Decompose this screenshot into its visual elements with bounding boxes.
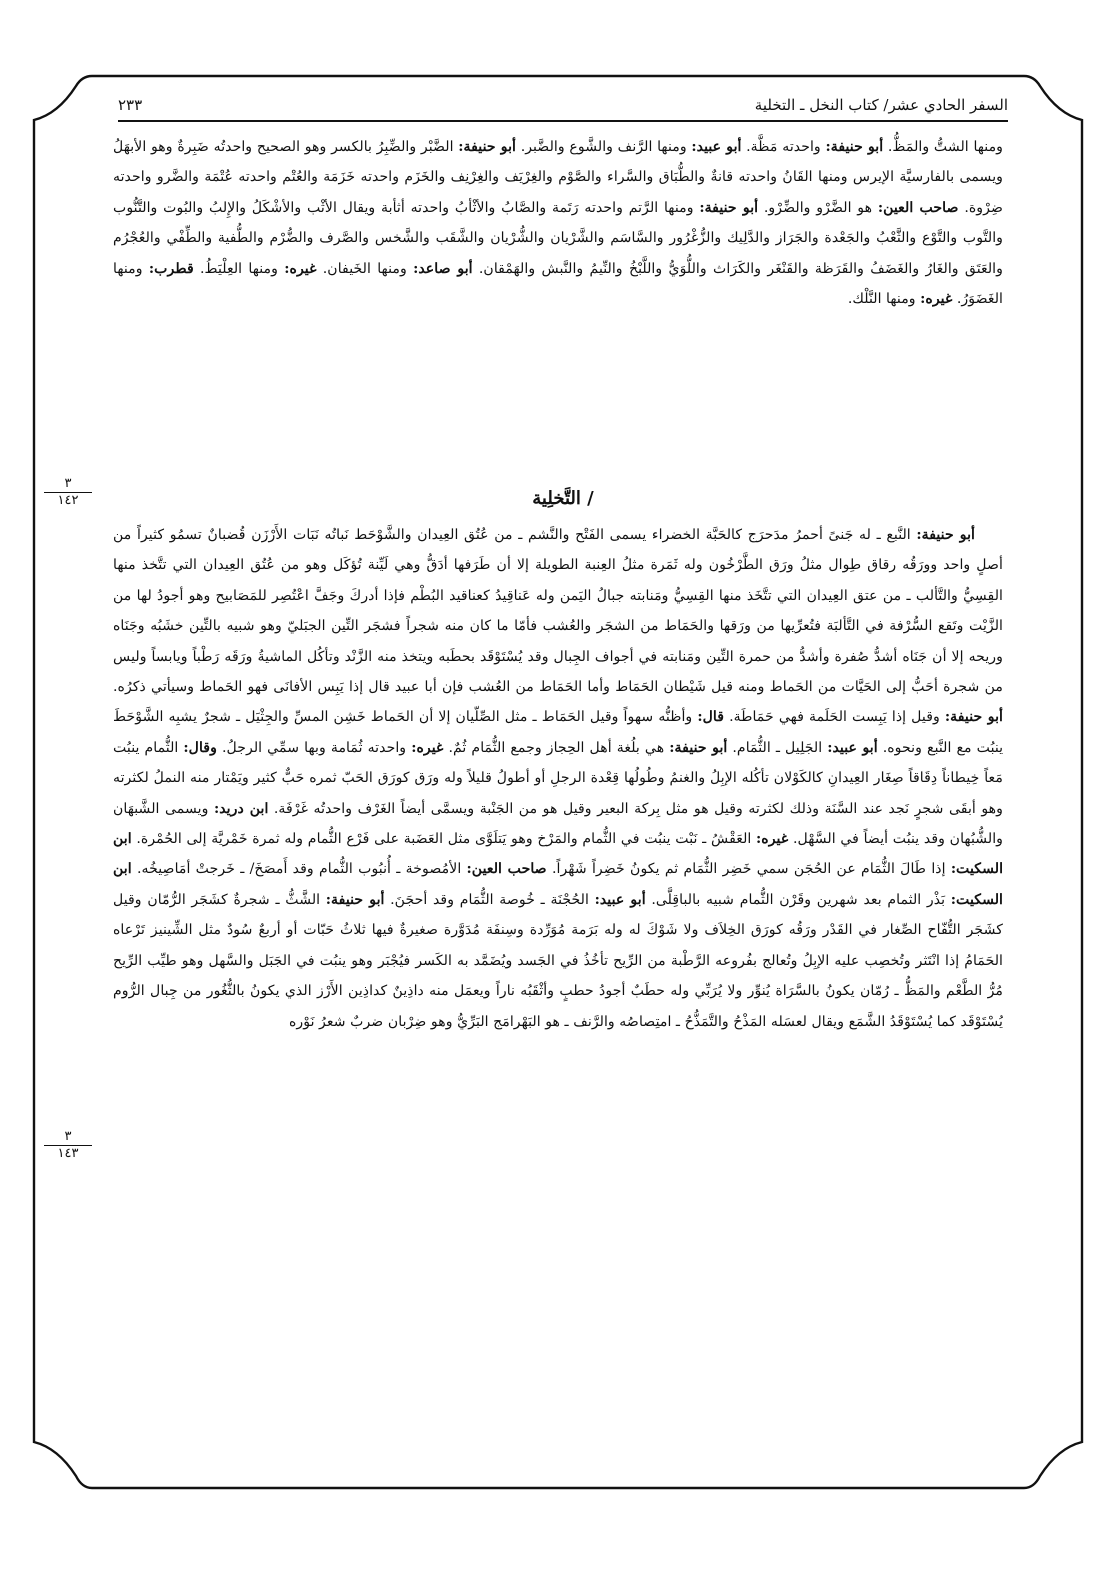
source-label: ابن السكيت: [113,861,1004,908]
source-label: أبو حنيفة: [669,739,728,756]
source-label: أبو عبيد: [827,739,878,756]
source-label: أبو حنيفة: [944,709,1003,726]
running-title: السفر الحادي عشر/ كتاب النخل ـ التخلية [754,96,1008,114]
paragraph: أبو حنيفة: النَّبع ـ له جَنىً أحمرُ مدَحرَج كالحَبَّة الخضراء يسمى الفَتْح والنَّشم ـ من عُتُق العِيدان والشَّوْحَط نَباتُه نَبَات الأَرْزَن قُضبانٌ تسمُو كثيراً من أصلٍ واحد وورَقُه رقاق طِوال مثلُ ورَق الطَّرْخُون وله ثَمَرة مثلُ العِنبة الطويلة إلا أن طَرَفها أدَقُّ وهي لَيِّنة تُؤكَل وهو من عُتُق العِيدان التي تتَّخذ منها القِسِيُّ والتَّألب ـ من عتق العِيدان التي تتَّخَذ منها القِسِيُّ ومَنابته جبالُ اليَمن وله عَناقِيدُ كعناقيد البُطْم فإذا أدركَ وجَفَّ اعْتُصِر للمَصَابيح وهو أجودُ لها من الزَّيْت وتَقع السُّرْفة في التَّألبَة فتُعرِّيها من ورَقها والحَمَاط من الشجَر والعُشب فأمّا ما كان منه شجراً فشجَر التِّين الجبَليّ وهو شبيه بالتِّين خشَبُه وجَنَاه وريحه إلا أن جَنَاه أشدُّ صُفرة وأشدُّ من حمرة التِّين ومَنابته في أجواف الجِبال وقد يُسْتَوْقَد بحطَبه ويتخذ منه الزَّنْد وتأكُل الماشيةُ ورَقَه رَطْباً ويابساً وليس من شجرة أحَبُّ إلى الحَيَّات من الحَماط ومنه قيل شَيْطان الحَمَاط وأما الحَمَاط من العُشب فإن أبا عبيد قال إذا يَبِس الأفانَى فهو الحَماط وسيأتي ذكرُه. أبو حنيفة: وقيل إذا يَبِست الحَلَمة فهي حَمَاطَة. قال: وأظنُّه سهواً وقيل الحَمَاط ـ مثل الصِّلّيان إلا أن الحَماط خَشِن المسِّ والجِثْيَل ـ شجرٌ يشبِه الشَّوْحَطَ ينبُت مع النَّبع ونحوه. أبو عبيد: الجَلِيل ـ الثُّمَام. أبو حنيفة: هي بلُغة أهل الحِجاز وجمع الثُّمَام ثُمٌ. غيره: واحدته ثُمَامة وبها سمِّي الرجلُ. وقال: الثُّمام ينبُت مَعاً خِيطاناً دِقَاقاً صِغَار العِيدانِ كالكَوْلان تأكُله الإبِلُ والغنمُ وطُولُها قِعْدة الرجلِ أو أطولُ قليلاً وله ورَق كورَق الحَبّ ثمره حَبٌّ كثير ويَمْتار منه النملُ لكثرته وهو أبقَى شجرٍ نَجد عند السَّنَة وذلك لكثرته وقيل هو مثل بِركة البعير وقيل هو من الجَنْبة ويسمَّى أيضاً الغَرْف واحدتُه غَرْفَة. ابن دريد: ويسمى الشَّبهَان والشُّبُهان وقد ينبُت أيضاً في السَّهْل. غيره: العَقْشُ ـ نَبْت ينبُت في الثُّمام والمَرْخ وهو يَتلَوَّى مثل العَضَبة على فَرْع الثُّمام وله ثمرة خَمْريَّة إلى الحُمْرة. ابن السكيت: إذا طَالَ الثُّمَام عن الحُجَن سمي خَضِر الثُّمَام ثم يكونُ خَضِراً شَهْراً. صاحب العين: الأمُصوخة ـ أُنبُوب الثُّمام وقد أَمصَخَ/ ـ خَرجتْ أمَاصِيخُه. ابن السكيت: بَذْر الثمام بعد شهرين وقَرْن الثُّمام شبيه بالباقِلَّى. أبو عبيد: الحُجْنَة ـ خُوصة الثُّمَام وقد أحجَنَ. أبو حنيفة: الشَّثُّ ـ شجرةٌ كشَجَر الرُّمّان وقيل كشَجَر التُّفّاح الصِّغار في القَدْر ورَقُه كورَق الخِلاَف ولا شَوْكَ له وله بَرَمة مُوَرِّدة وسِنفَة مُدَوَّرة صغيرةٌ فيها ثلاثُ حَبّات أو أربعٌ سُودٌ مثل الشِّينيز تَرْعاه الحَمَامُ إذا انْتَثر وتُخصِب عليه الإبِلُ وتُعالج بفُروعه الرَّطْبة من الرِّيح تأخُذُ في الجَسد ويُضَمَّد به الكَسر فيُجْبَر وهو ينبُت في الجَبَل والسَّهل وهو طيِّب الرِّيح مُرُّ الطَّعْم والمَظُّ ـ رُمّان يكونُ بالسَّرَاة يُنوِّر ولا يُرَبِّي وله حطَبٌ أجودُ حطبٍ وأثْقَبُه ناراً ويعمَل منه داذِينٌ كداذِين الأَرْز الذي يكونُ بالثُّغُور من جِبال الرُّوم يُسْتَوْقَد كما يُسْتَوْقَدُ الشَّمَع ويقال لعسَله المَذْحُ والتَّمَذُّحُ ـ امتِصاصُه والرَّنف ـ هو البَهْرامَج البَرِّيُّ وهو ضِرْبان ضربٌ شعرُ نَوْره [113,527,1004,1030]
section-title: / التَّخلِية [532,488,594,509]
source-label: غيره: [756,831,789,848]
margin-volume: ٣ [44,476,92,493]
source-label: أبو صاعد: [413,260,473,277]
margin-reference [44,476,92,508]
paragraph: ومنها الشتُّ والمَظُّ. أبو حنيفة: واحدته مَظَّة. أبو عبيد: ومنها الرَّنف والشَّوع والضَّبر. أبو حنيفة: الضَّبْر والضِّبِرُ بالكسر وهو الصحيح واحدتُه ضَبِرةٌ وهو الأبهَلُ ويسمى بالفارسيَّة الإيرس ومنها القَانُ واحدته قانةٌ والطُّبَاق والسَّراء والصَّوْم والغِرْيَف والغِرْنِف والخَزَم واحدته خَزَمَة والعُتْم واحدته عُتْمَة والضَّرو واحدته ضِرْوة. صاحب العين: هو الضَّرْو والضِّرْو. أبو حنيفة: ومنها الرَّتم واحدته رَتَمة والصَّابُ والأثْأبُ واحدته أثأبة ويقال الأثْب والأشْكَلُ والإِلبُ والبُوت والتَّنُّوب والتَّوب والتَّوْع والثَّعْبُ والجَعْدة والجَرَاز والدَّلِيك والزُّغْرُور والسَّاسَم والشَّرْيان والشُّرْيان والشَّقَب والشَّخس والصَّرف والضُّرْم والطُّفية والطِّفْي والعُجْرُم والعَتَق والغَارُ والغَضَفُ والقَرَظة والقَنْغَر والكَرَاث واللُّوَيُّ واللَّبْخُ والنِّيمُ والنَّبش والهَمْقان. أبو صاعد: ومنها الخَيفان. غيره: ومنها العِلْيَطُ. قطرب: ومنها الغَضَوَرُ. غيره: ومنها النَّلْك. [113,139,1004,308]
section-body [113,520,1003,1037]
source-label: غيره: [284,260,317,277]
margin-volume: ٣ [44,1129,92,1146]
source-label: أبو حنيفة: [825,139,884,155]
running-header [118,84,1008,114]
source-label: غيره: [920,291,953,308]
source-label: صاحب العين: [466,861,547,878]
source-label: أبو حنيفة: [916,527,975,543]
page-number: ٢٣٣ [118,96,143,114]
source-label: غيره: [411,739,444,756]
header-divider [118,120,1008,122]
margin-page: ١٤٣ [57,1146,79,1161]
source-label: أبو حنيفة: [325,891,385,908]
margin-page: ١٤٢ [57,493,79,508]
source-label: أبو حنيفة: [458,139,516,155]
source-label: قال: [697,709,725,726]
source-label: أبو حنيفة: [699,199,759,216]
source-label: قطرب: [148,260,194,277]
source-label: وقال: [183,739,217,756]
entries-continued [113,132,1003,314]
source-label: ابن دريد: [213,800,269,817]
margin-reference [44,1129,92,1161]
source-label: صاحب العين: [877,199,959,216]
source-label: أبو عبيد: [594,891,646,908]
source-label: ابن السكيت: [113,831,1004,878]
source-label: أبو عبيد: [691,139,742,155]
